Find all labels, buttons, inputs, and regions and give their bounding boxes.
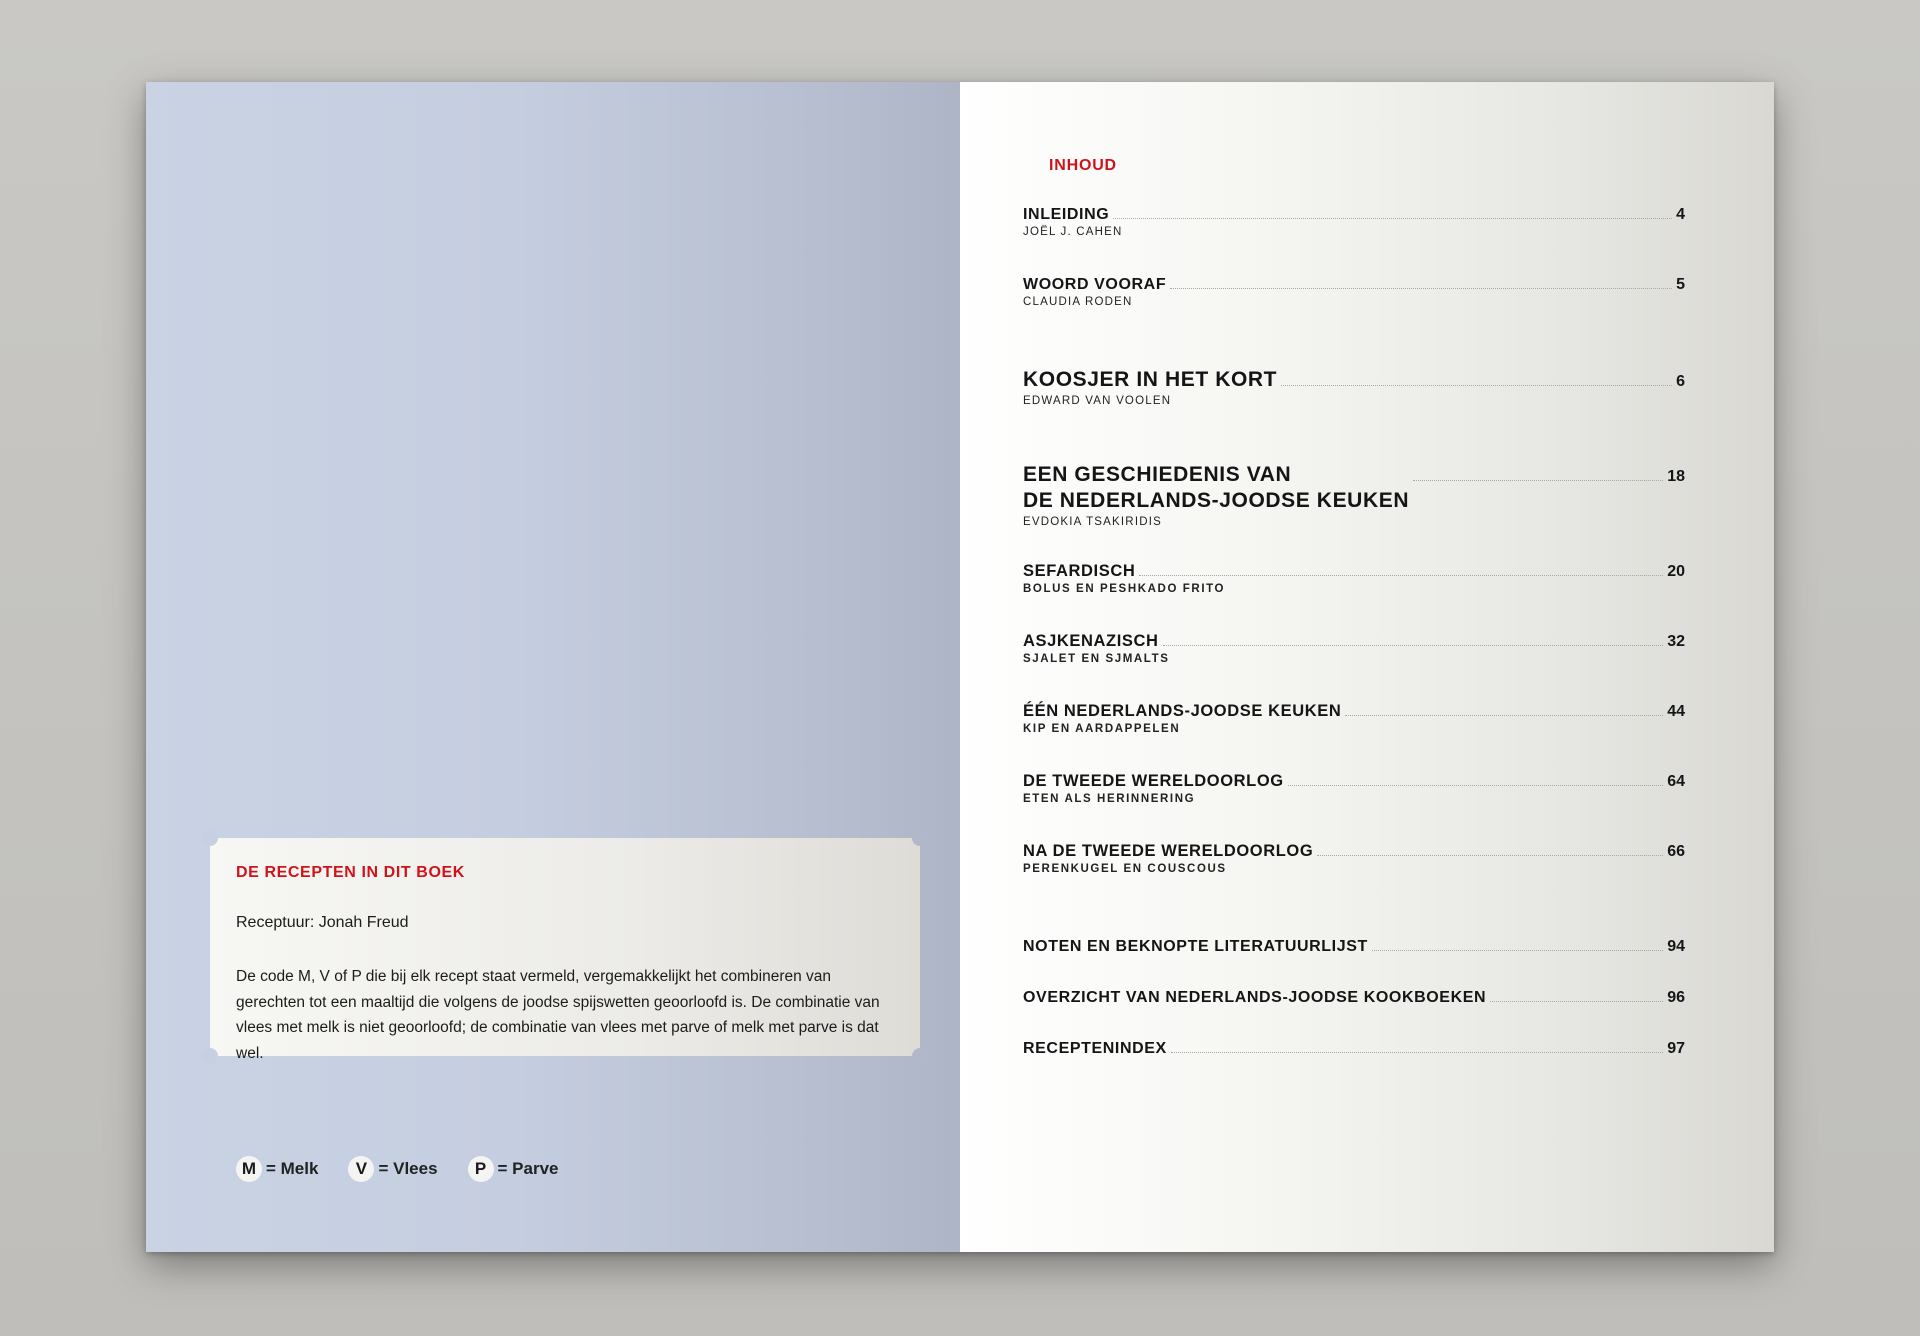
toc-entry-overzicht[interactable]: [1023, 989, 1685, 1007]
legend-item-parve: [468, 1156, 559, 1182]
diet-code-legend: [236, 1156, 559, 1182]
right-page: [960, 82, 1774, 1252]
toc-page-number: 20: [1667, 563, 1685, 580]
toc-title-line: EEN GESCHIEDENIS VAN: [1023, 463, 1292, 486]
dotted-leader: [1113, 218, 1672, 219]
recipe-credit: Receptuur: Jonah Freud: [236, 914, 409, 931]
toc-title: ASJKENAZISCH: [1023, 632, 1159, 650]
toc-entry-inleiding[interactable]: [1023, 206, 1685, 238]
toc-subtitle: SJALET EN SJMALTS: [1023, 653, 1170, 665]
toc-page-number: 66: [1667, 843, 1685, 860]
box-corner-notch: [912, 830, 928, 846]
dotted-leader: [1413, 480, 1663, 481]
code-badge-p: P: [468, 1156, 494, 1182]
legend-label: = Vlees: [378, 1159, 438, 1178]
legend-label: = Parve: [497, 1159, 559, 1178]
left-page: [146, 82, 960, 1252]
toc-title: ÉÉN NEDERLANDS-JOODSE KEUKEN: [1023, 702, 1342, 720]
toc-entry-asjkenazisch[interactable]: [1023, 632, 1685, 665]
dotted-leader: [1281, 385, 1672, 386]
toc-entry-een-keuken[interactable]: [1023, 702, 1685, 735]
toc-author: EDWARD VAN VOOLEN: [1023, 395, 1172, 407]
toc-title: DE TWEEDE WERELDOORLOG: [1023, 772, 1284, 790]
toc-author: CLAUDIA RODEN: [1023, 296, 1133, 308]
toc-page-number: 94: [1667, 938, 1685, 955]
legend-label: = Melk: [266, 1159, 319, 1178]
dotted-leader: [1163, 645, 1664, 646]
toc-author: EVDOKIA TSAKIRIDIS: [1023, 516, 1162, 528]
toc-title-two-line: [1023, 462, 1409, 514]
recipe-explanation: De code M, V of P die bij elk recept staat vermeld, vergemakkelijkt het combineren van gerechten tot een maaltijd die volgens de joodse spijswetten geoorloofd is. De combinatie van vlees met melk is niet geoorloofd; de combinatie van vlees met parve of melk met parve is dat wel.: [236, 968, 880, 1062]
toc-entry-koosjer[interactable]: [1023, 367, 1685, 407]
toc-title: RECEPTENINDEX: [1023, 1040, 1167, 1057]
toc-page-number: 6: [1676, 373, 1685, 390]
toc-entry-sefardisch[interactable]: [1023, 562, 1685, 595]
dotted-leader: [1171, 1052, 1663, 1053]
toc-title: NOTEN EN BEKNOPTE LITERATUURLIJST: [1023, 938, 1368, 955]
box-corner-notch: [202, 1048, 218, 1064]
dotted-leader: [1139, 575, 1663, 576]
dotted-leader: [1288, 785, 1664, 786]
toc-title: SEFARDISCH: [1023, 562, 1136, 580]
toc-title: OVERZICHT VAN NEDERLANDS-JOODSE KOOKBOEKEN: [1023, 989, 1487, 1006]
dotted-leader: [1317, 855, 1663, 856]
toc-title-line: DE NEDERLANDS-JOODSE KEUKEN: [1023, 489, 1410, 512]
legend-item-vlees: [348, 1156, 437, 1182]
code-badge-v: V: [348, 1156, 374, 1182]
toc-title: KOOSJER IN HET KORT: [1023, 368, 1278, 391]
dotted-leader: [1345, 715, 1663, 716]
toc-author: JOËL J. CAHEN: [1023, 226, 1123, 238]
box-corner-notch: [202, 830, 218, 846]
toc-entry-geschiedenis[interactable]: [1023, 462, 1685, 528]
recipe-box-title: DE RECEPTEN IN DIT BOEK: [236, 864, 465, 881]
toc-title: INLEIDING: [1023, 206, 1110, 223]
code-badge-m: M: [236, 1156, 262, 1182]
dotted-leader: [1170, 288, 1672, 289]
box-corner-notch: [912, 1048, 928, 1064]
toc-title: NA DE TWEEDE WERELDOORLOG: [1023, 842, 1314, 860]
toc-page-number: 97: [1667, 1040, 1685, 1057]
toc-title: WOORD VOORAF: [1023, 276, 1167, 293]
contents-heading: INHOUD: [1049, 157, 1117, 174]
toc-page-number: 18: [1667, 468, 1685, 485]
toc-page-number: 96: [1667, 989, 1685, 1006]
toc-subtitle: ETEN ALS HERINNERING: [1023, 793, 1196, 805]
toc-page-number: 64: [1667, 773, 1685, 790]
toc-entry-receptenindex[interactable]: [1023, 1040, 1685, 1058]
toc-subtitle: KIP EN AARDAPPELEN: [1023, 723, 1181, 735]
dotted-leader: [1490, 1001, 1663, 1002]
toc-subtitle: BOLUS EN PESHKADO FRITO: [1023, 583, 1226, 595]
legend-item-melk: [236, 1156, 318, 1182]
toc-page-number: 44: [1667, 703, 1685, 720]
toc-entry-na-oorlog[interactable]: [1023, 842, 1685, 875]
toc-subtitle: PERENKUGEL EN COUSCOUS: [1023, 863, 1227, 875]
recipe-info-box: [210, 838, 920, 1062]
toc-entry-noten[interactable]: [1023, 938, 1685, 956]
toc-page-number: 32: [1667, 633, 1685, 650]
toc-page-number: 4: [1676, 206, 1685, 223]
toc-entry-tweede-wereldoorlog[interactable]: [1023, 772, 1685, 805]
dotted-leader: [1372, 950, 1663, 951]
toc-page-number: 5: [1676, 276, 1685, 293]
toc-entry-woord-vooraf[interactable]: [1023, 276, 1685, 308]
